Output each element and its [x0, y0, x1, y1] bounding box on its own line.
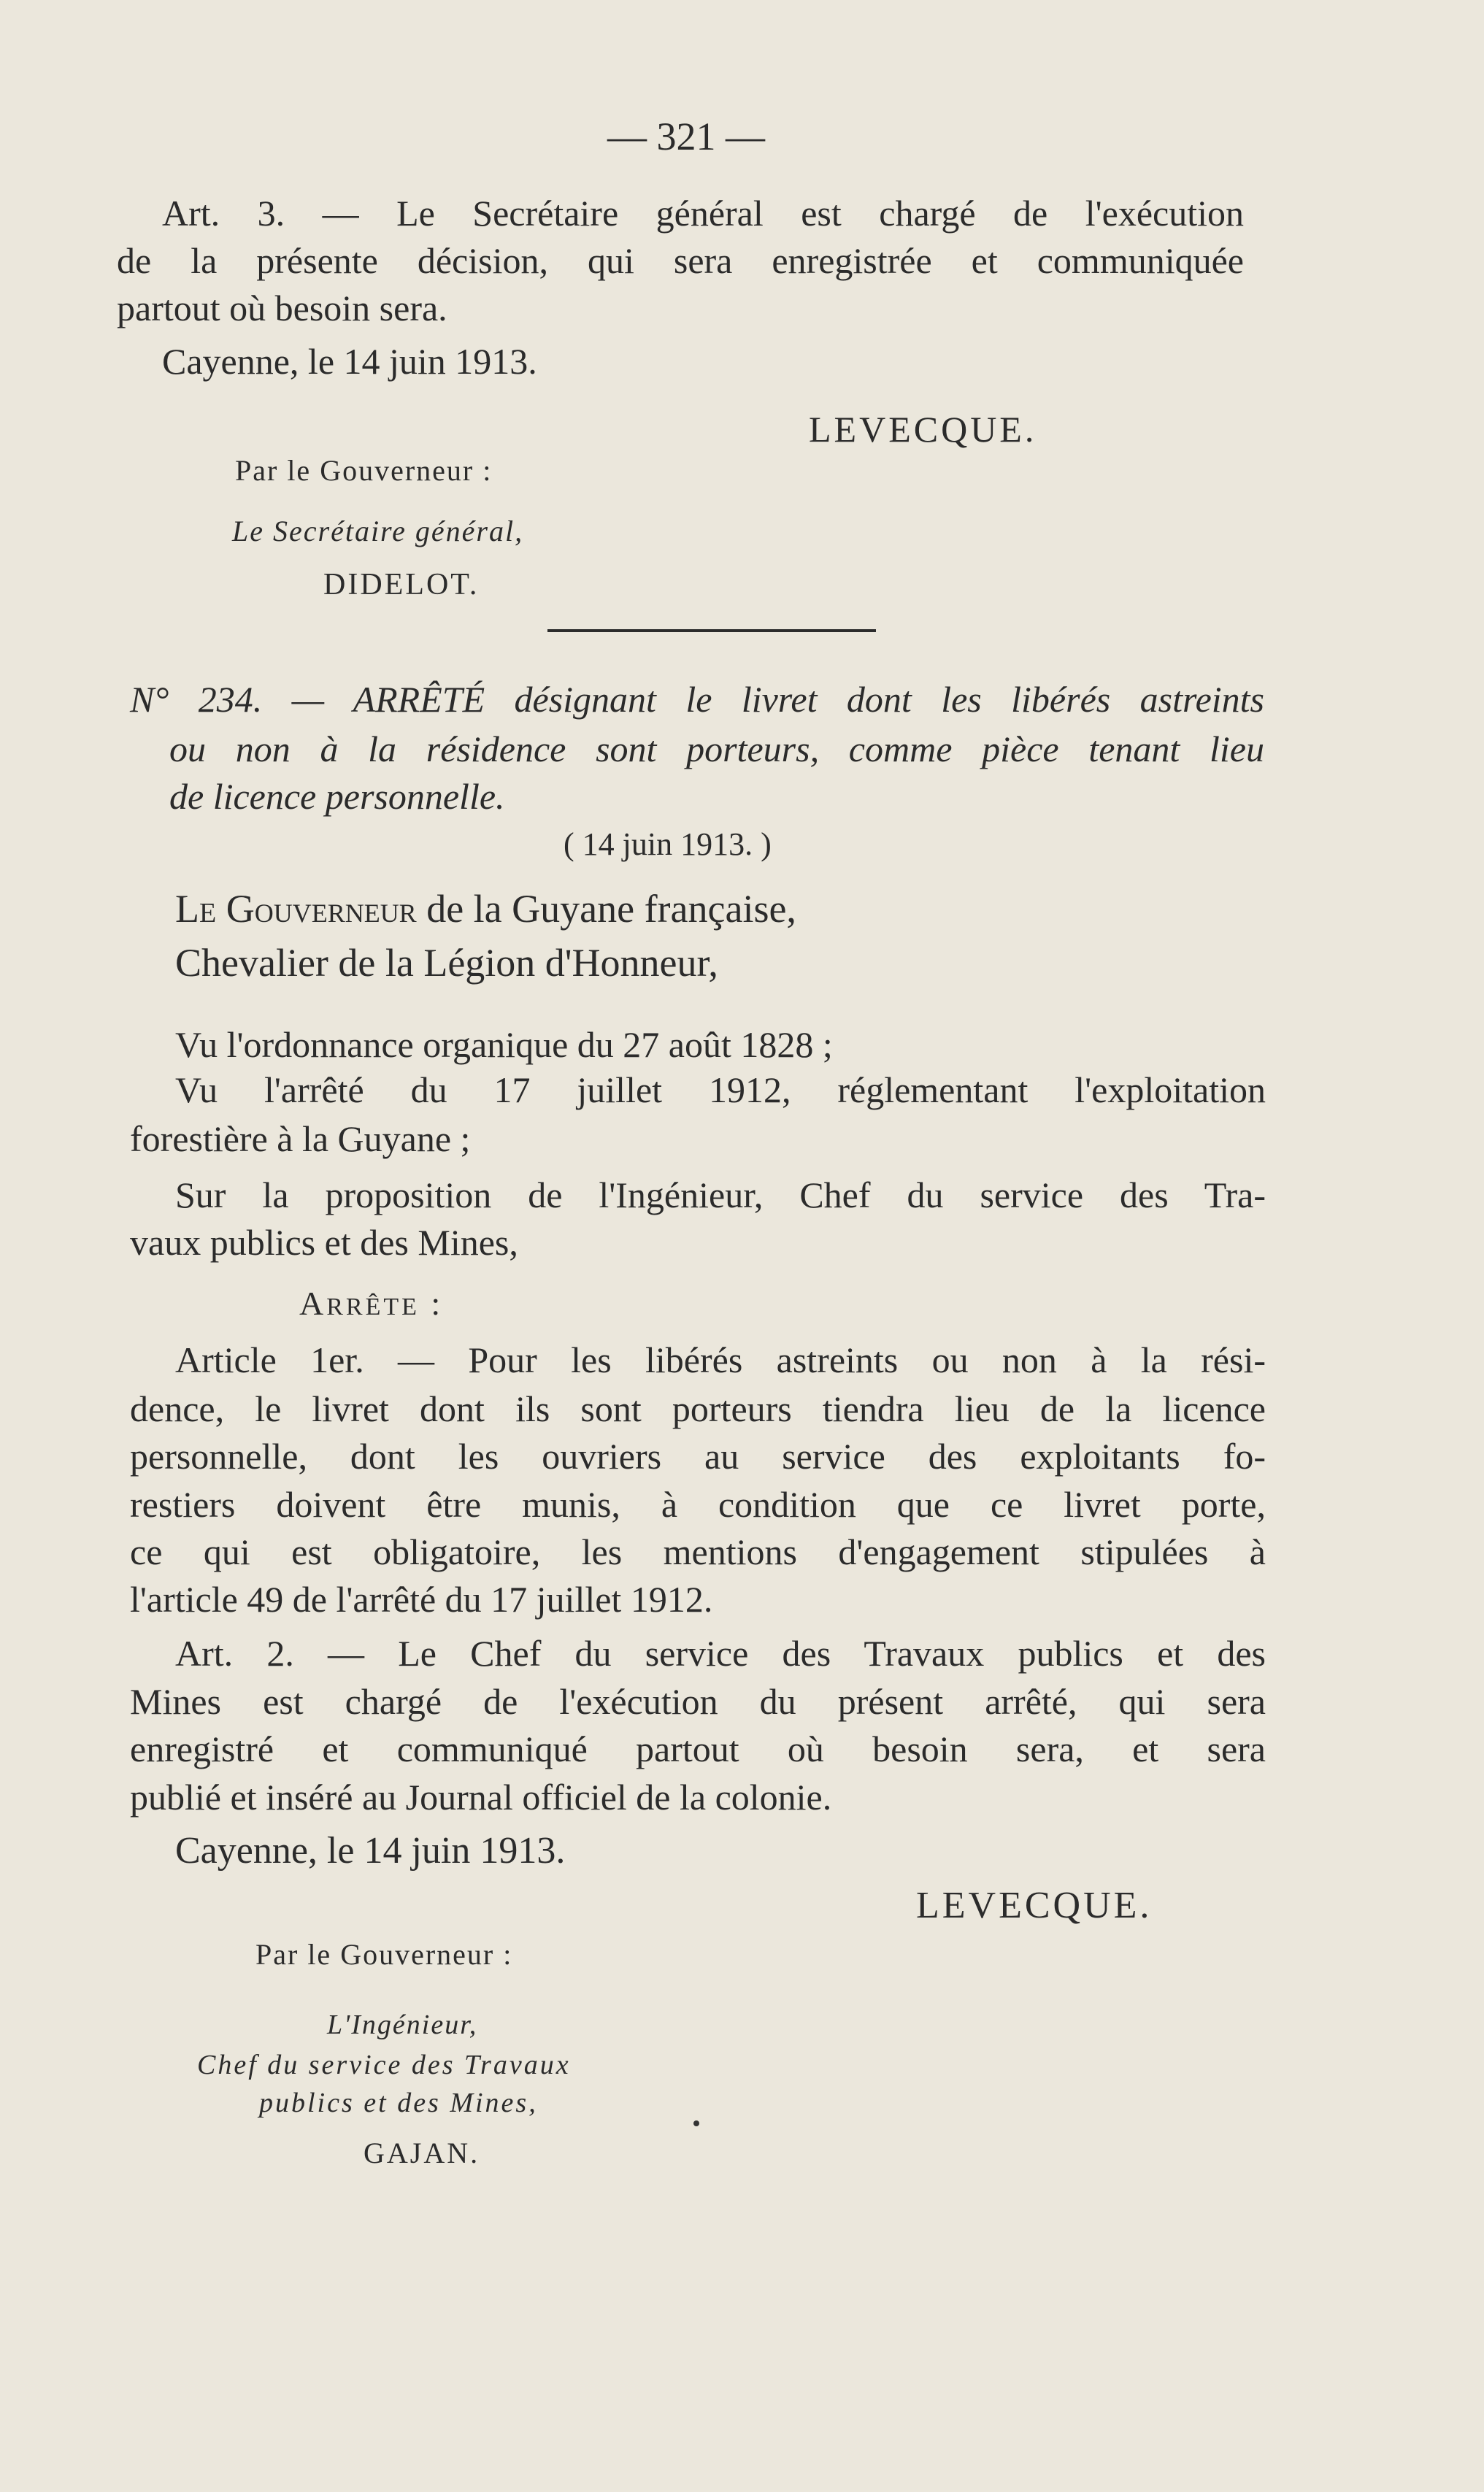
art3-signer-title: Le Secrétaire général,	[232, 515, 524, 547]
vu-arrete-line-1: Vu l'arrêté du 17 juillet 1912, réglementant l'exploitation	[175, 1069, 1266, 1110]
arrete-signer-title-3: publics et des Mines,	[259, 2088, 538, 2118]
article1-line-4: restiers doivent être munis, à condition que ce livret porte,	[130, 1484, 1266, 1525]
art3-signer-name: DIDELOT.	[323, 568, 480, 601]
article2-line-3: enregistré et communiqué partout où besoin sera, et sera	[130, 1728, 1266, 1769]
gouverneur-line	[175, 887, 796, 931]
art3-signature: LEVECQUE.	[809, 409, 1037, 450]
arrete-par-gouverneur: Par le Gouverneur :	[255, 1938, 513, 1971]
gouverneur-le: Le	[175, 887, 226, 931]
art3-par-gouverneur: Par le Gouverneur :	[235, 454, 493, 487]
article1-line-1: Article 1er. — Pour les libérés astreints ou non à la rési-	[175, 1339, 1266, 1380]
section-divider	[547, 629, 876, 632]
vu-arrete-line-2: forestière à la Guyane ;	[130, 1118, 471, 1159]
article1-line-5: ce qui est obligatoire, les mentions d'engagement stipulées à	[130, 1531, 1266, 1572]
chevalier-line: Chevalier de la Légion d'Honneur,	[175, 941, 718, 985]
art3-line-1: Art. 3. — Le Secrétaire général est chargé de l'exécution	[162, 193, 1244, 234]
arrete-heading-line-2: ou non à la résidence sont porteurs, comme pièce tenant lieu	[169, 728, 1264, 769]
vu-ordonnance: Vu l'ordonnance organique du 27 août 1828 ;	[175, 1024, 833, 1065]
article2-line-2: Mines est chargé de l'exécution du présent arrêté, qui sera	[130, 1681, 1266, 1722]
arrete-colon: :	[419, 1285, 444, 1322]
page-number: — 321 —	[607, 115, 765, 158]
arrete-small-caps: RRÊTE	[326, 1293, 420, 1320]
article1-line-2: dence, le livret dont ils sont porteurs tiendra lieu de la licence	[130, 1388, 1266, 1429]
art3-line-2: de la présente décision, qui sera enregistrée et communiquée	[117, 240, 1244, 281]
gouverneur-small-caps: OUVERNEUR	[254, 899, 417, 928]
sur-proposition-line-2: vaux publics et des Mines,	[130, 1222, 518, 1263]
art3-line-3: partout où besoin sera.	[117, 288, 447, 328]
arrete-signer-name: GAJAN.	[364, 2137, 480, 2169]
article2-line-1: Art. 2. — Le Chef du service des Travaux publics et des	[175, 1633, 1266, 1674]
arrete-date-paren: ( 14 juin 1913. )	[564, 826, 772, 862]
gouverneur-big-g: G	[226, 887, 255, 931]
arrete-big-a: A	[299, 1285, 327, 1322]
arrete-signer-title-2: Chef du service des Travaux	[197, 2050, 571, 2080]
arrete-heading-line-1: N° 234. — ARRÊTÉ désignant le livret dont les libérés astreints	[130, 679, 1264, 720]
arrete-signer-title-1: L'Ingénieur,	[327, 2010, 478, 2040]
arrete-signature: LEVECQUE.	[916, 1885, 1153, 1926]
article2-line-4: publié et inséré au Journal officiel de la colonie.	[130, 1777, 832, 1818]
sur-proposition-line-1: Sur la proposition de l'Ingénieur, Chef du service des Tra-	[175, 1174, 1266, 1215]
article1-line-6: l'article 49 de l'arrêté du 17 juillet 1912.	[130, 1579, 713, 1620]
gouverneur-rest: de la Guyane française,	[416, 887, 796, 931]
ink-speck	[693, 2120, 699, 2126]
arrete-heading-line-3: de licence personnelle.	[169, 776, 505, 817]
arrete-date: Cayenne, le 14 juin 1913.	[175, 1830, 566, 1872]
article1-line-3: personnelle, dont les ouvriers au service des exploitants fo-	[130, 1436, 1266, 1477]
arrete-label	[299, 1287, 443, 1320]
art3-date: Cayenne, le 14 juin 1913.	[162, 341, 537, 382]
